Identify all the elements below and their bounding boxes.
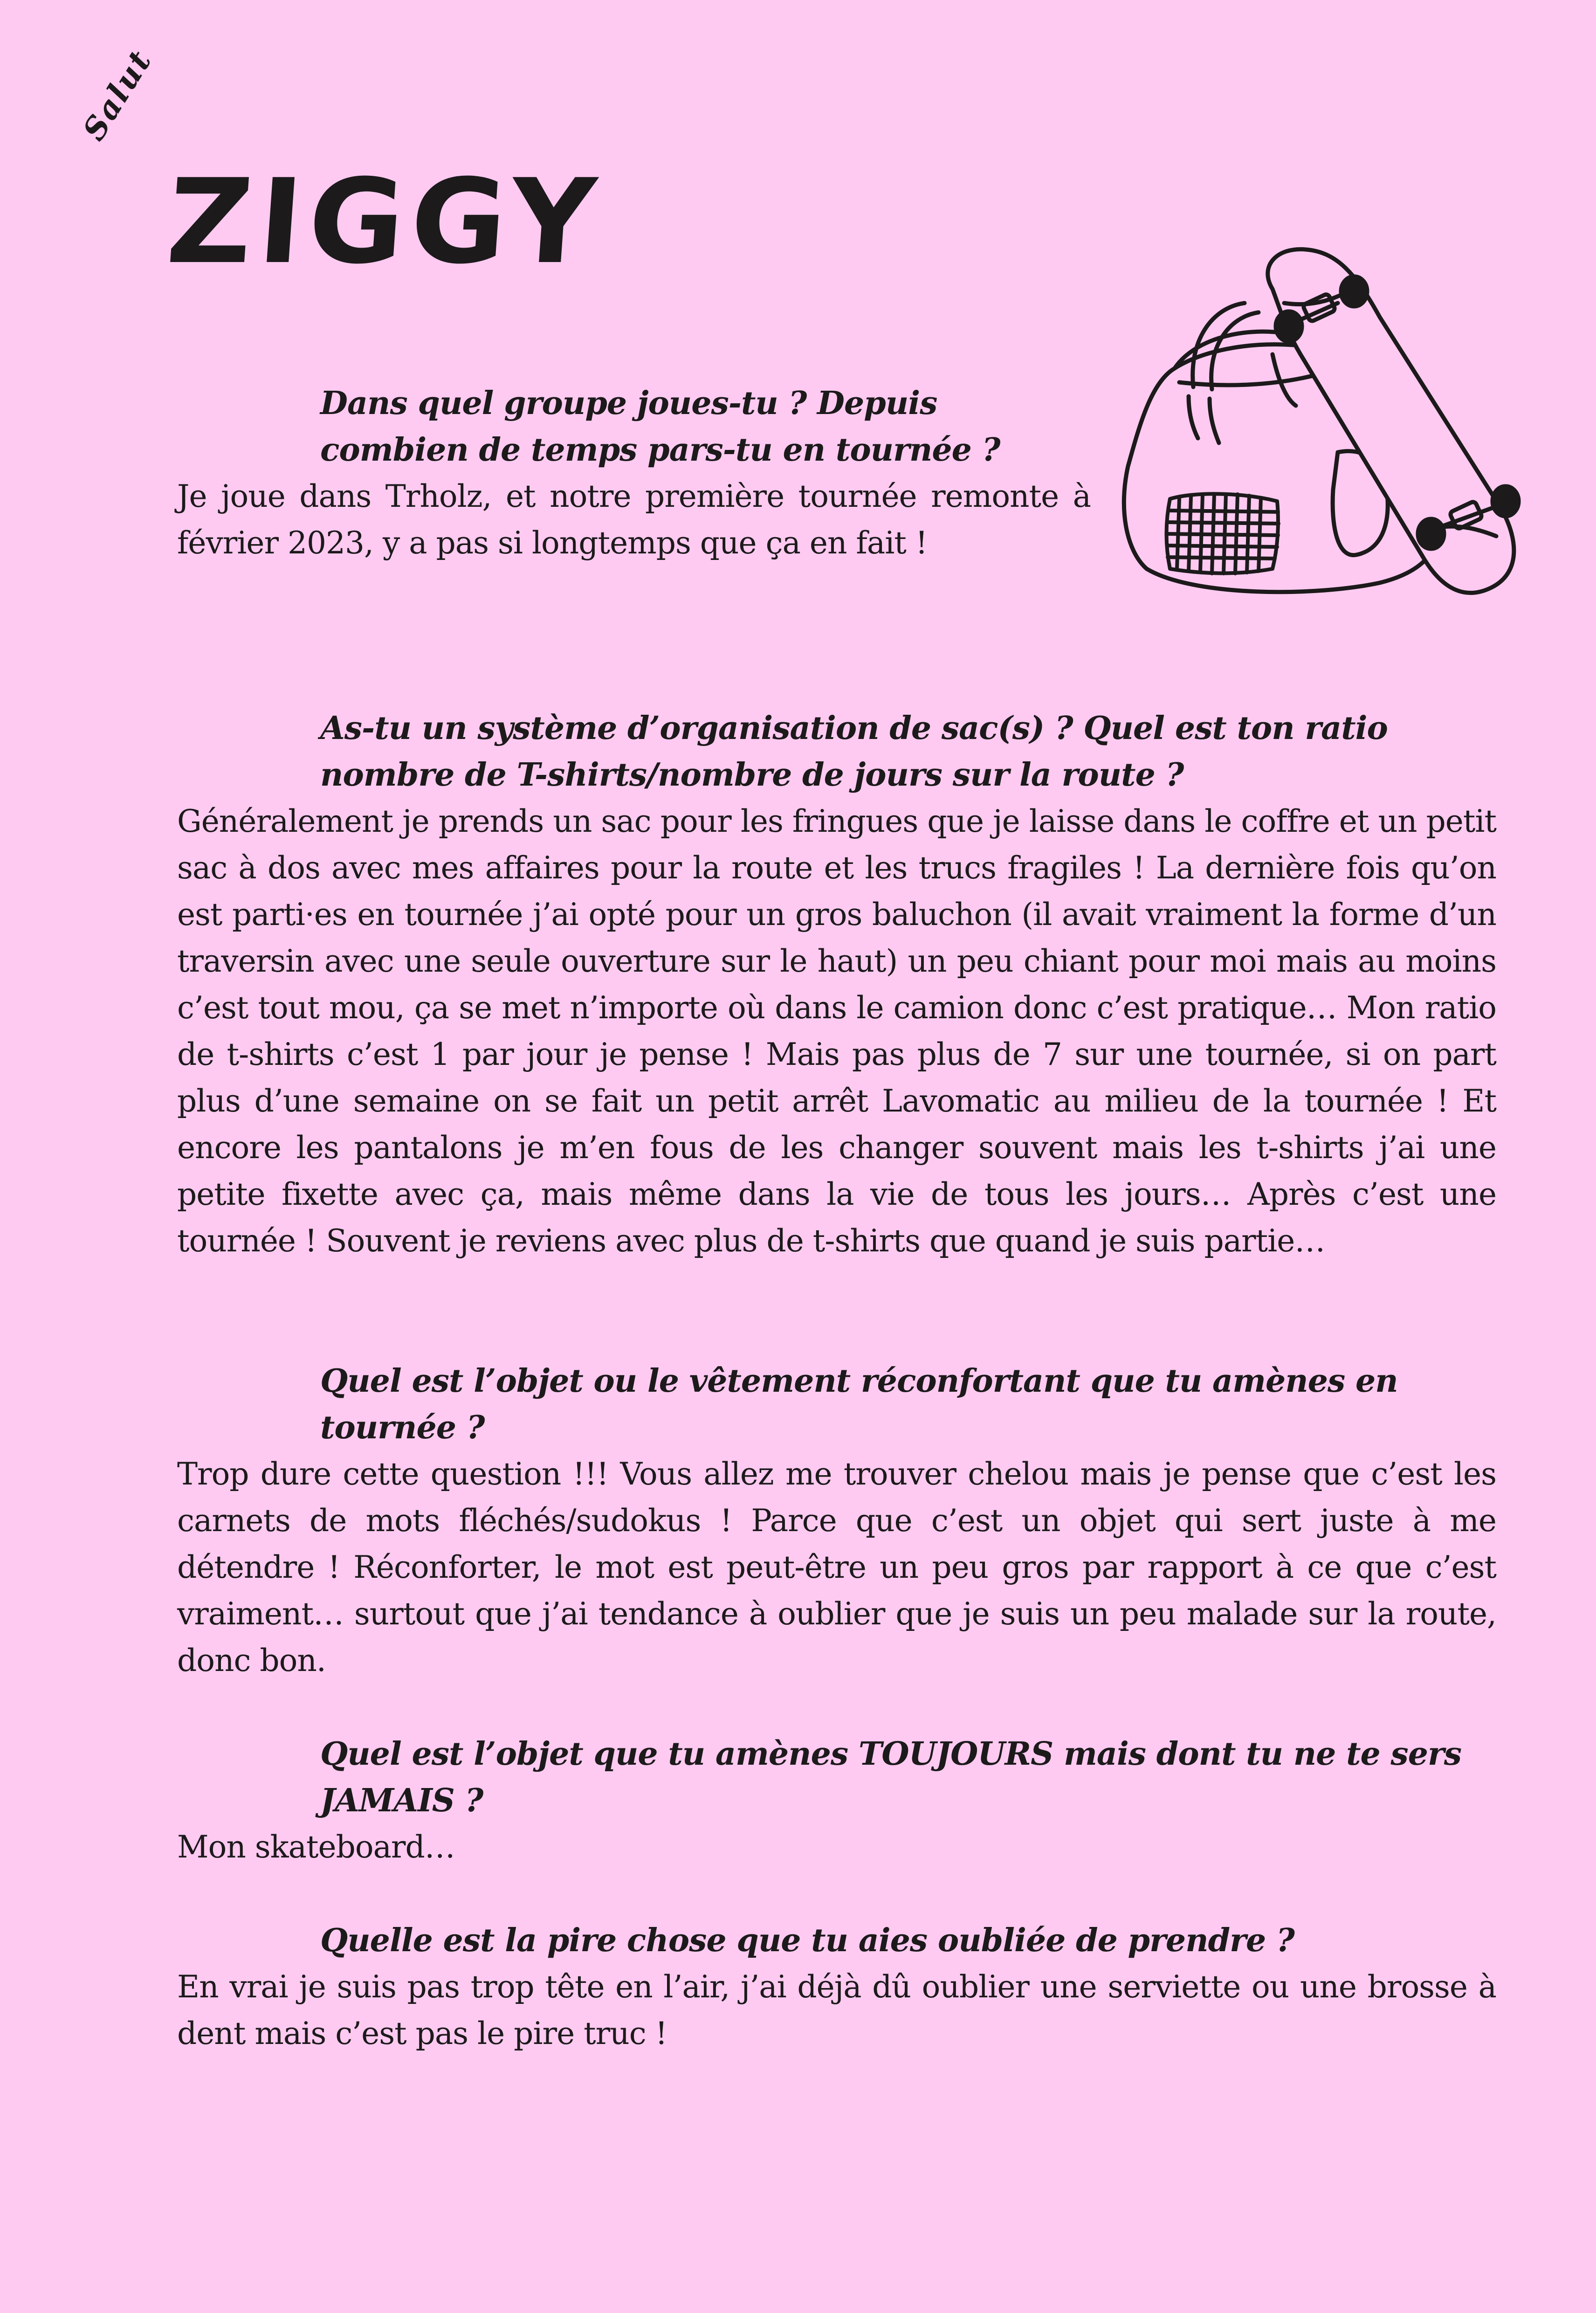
interview-question: Quel est l’objet ou le vêtement réconfortant que tu amènes en tournée ? (320, 1362, 1398, 1446)
interview-answer: Trop dure cette question !!! Vous allez me trouver chelou mais je pense que c’est les carnets de mots fléchés/sudokus ! Parce que c’est un objet qui sert juste à me détendre ! Réconforter, le mot est peut-être un peu gros par rapport à ce que c’est vraiment… surtout que j’ai tendance à oublier que je suis un peu malade sur la route, donc bon. (177, 1456, 1496, 1678)
skateboard (1268, 249, 1519, 593)
backpack-skateboard-icon (1119, 247, 1529, 620)
interview-item (177, 1731, 1496, 1871)
interview-answer: Je joue dans Trholz, et notre première tournée remonte à février 2023, y a pas si longtemps que ça en fait ! (177, 478, 1091, 561)
interview-item (177, 1358, 1496, 1684)
front-grid-pocket (1167, 494, 1279, 573)
interview-item (177, 1917, 1496, 2057)
interview-question: Dans quel groupe joues-tu ? Depuis combien de temps pars-tu en tournée ? (320, 385, 1000, 469)
interview-question: Quelle est la pire chose que tu aies oubliée de prendre ? (320, 1922, 1294, 1959)
interviewee-name: ZIGGY (163, 154, 606, 290)
interview-answer: Généralement je prends un sac pour les fringues que je laisse dans le coffre et un petit sac à dos avec mes affaires pour la route et les trucs fragiles ! La dernière fois qu’on est parti·es en tournée j’ai opté pour un gros baluchon (il avait vraiment la forme d’un traversin avec une seule ouverture sur le haut) un peu chiant pour moi mais au moins c’est tout mou, ça se met n’importe où dans le camion donc c’est pratique… Mon ratio de t-shirts c’est 1 par jour je pense ! Mais pas plus de 7 sur une tournée, si on part plus d’une semaine on se fait un petit arrêt Lavomatic au milieu de la tournée ! Et encore les pantalons je m’en fous de les changer souvent mais les t-shirts j’ai une petite fixette avec ça, mais même dans la vie de tous les jours… Après c’est une tournée ! Souvent je reviens avec plus de t-shirts que quand je suis partie… (177, 803, 1496, 1259)
interview-answer: Mon skateboard… (177, 1829, 455, 1865)
interview-question: Quel est l’objet que tu amènes TOUJOURS mais dont tu ne te sers JAMAIS ? (320, 1735, 1462, 1819)
interview-item (177, 705, 1496, 1264)
interview-answer: En vrai je suis pas trop tête en l’air, j’ai déjà dû oublier une serviette ou une brosse à dent mais c’est pas le pire truc ! (177, 1969, 1496, 2051)
header-greeting: Salut (75, 42, 159, 147)
interview-item (177, 380, 1091, 566)
interview-question: As-tu un système d’organisation de sac(s) ? Quel est ton ratio nombre de T-shirts/nombre de jours sur la route ? (320, 710, 1388, 794)
